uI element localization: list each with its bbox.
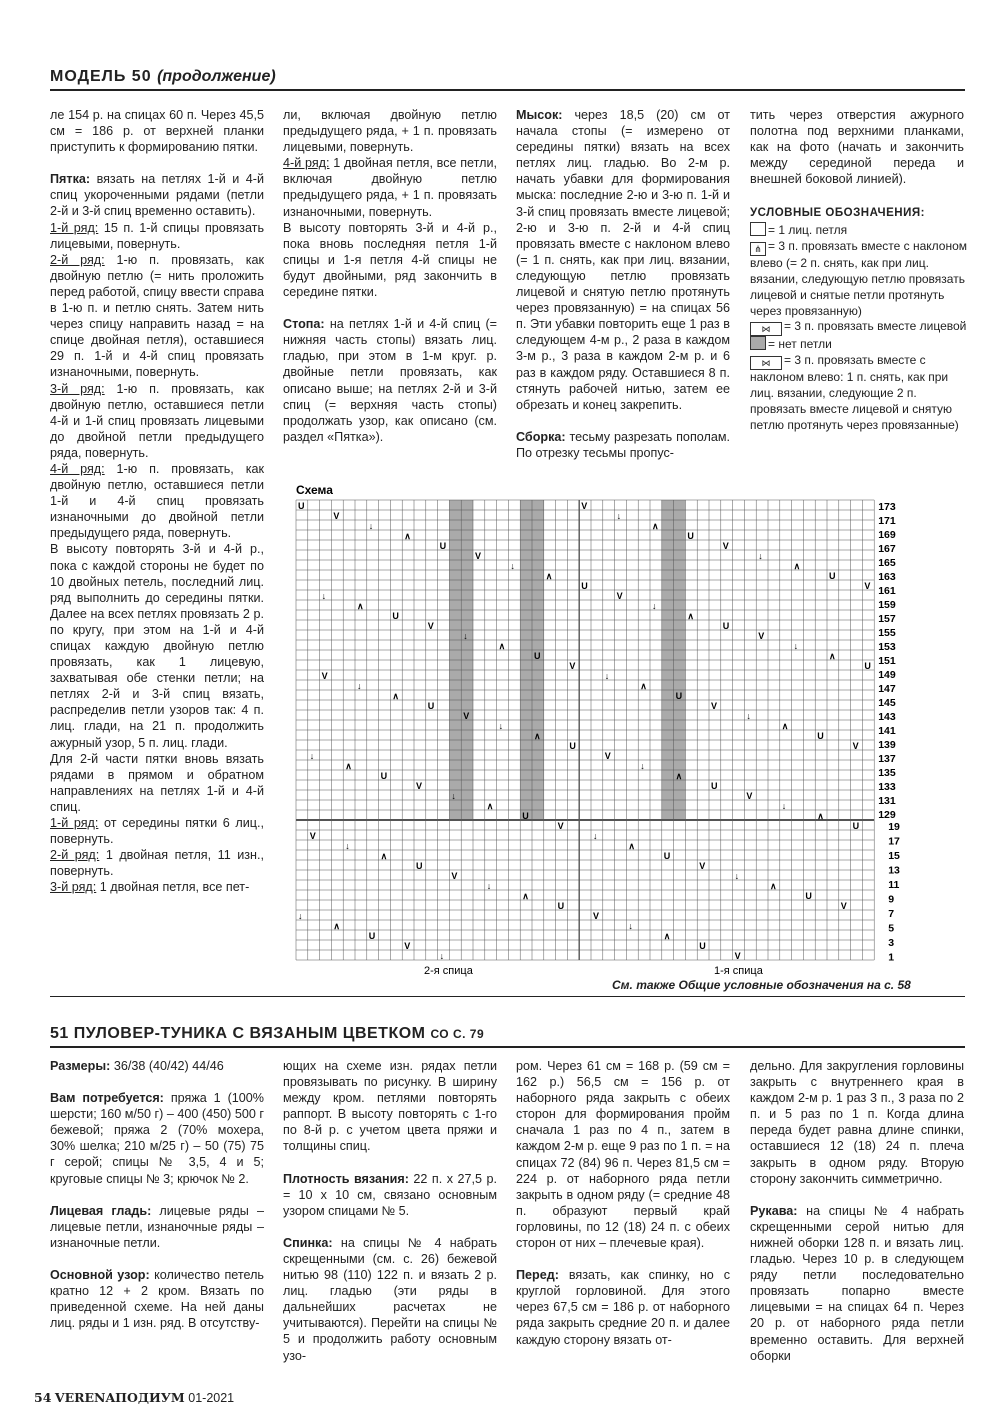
needle-1-label: 1-я спица [714,965,763,977]
row-number: 11 [888,879,900,891]
stitch-symbol: U [675,691,683,701]
row-number: 157 [878,613,896,625]
stitch-symbol: U [864,661,871,671]
column-1: ле 154 р. на спицах 60 п. Через 45,5 см = 186 р. от верхней планки приступить к формированию пятки. Пятка: вязать на петлях 1-й и 4-й спиц укороченными рядами (петли 2-й и 3-й спиц временно оставить). 1-й ряд: 15 п. 1-й спицы провязать лицевыми, повернуть. 2-й ряд: 1-ю п. провязать, как двойную петлю (= нить проложить перед работой, спицу ввести справа в 1-ю п. и петлю снять. Затем нить через спицу направить назад = на спице двойная петля), оставшиеся 29 п. 1-й и 4-й спиц провязать изнаночными, повернуть. 3-й ряд: 1-ю п. провязать, как двойную петлю, оставшиеся петли 4-й и 1-й спиц провязать лицевыми до двойной петли предыдущего ряда, повернуть. 4-й ряд: 1-ю п. провязать, как двойную петлю, оставшиеся петли 1-й и 4-й спиц провязать изнаночными до двойной петли предыдущего ряда, повернуть. В высоту повторять 3-й и 4-й р., пока с каждой стороны не будет по 10 двойных петель, последний лиц. ряд выполнить до середины пятки. Далее на всех петлях провязать 2 р. по кругу, при этом на 1-й и 4-й спицах каждую двойную петлю провязать, как 1 лицевую, захватывая обе стенки петли; на петлях 2-й и 3-й спиц вязать, распределив петли узоров так: 4 п. лиц. глади, на 21 п. продолжить ажурный узор, 5 п. лиц. глади. Для 2-й части пятки вновь вязать рядами в прямом и обратном направлениях на петлях 1-й и 4-й спиц. 1-й ряд: от середины пятки 6 лиц., повернуть. 2-й ряд: 1 двойная петля, 11 изн., повернуть. 3-й ряд: 1 двойная петля, все пет- [50,108,265,895]
stitch-symbol: ∧ [817,811,824,821]
stitch-symbol: V [321,671,328,681]
stitch-symbol: ↓ [510,561,515,571]
stitch-symbol: ∧ [333,921,340,931]
row-number: 137 [878,753,896,765]
stitch-symbol: V [569,661,576,671]
stitch-symbol: U [427,701,435,711]
stitch-symbol: ↓ [486,881,492,891]
stitch-symbol: ∧ [486,801,494,811]
chart-note: См. также Общие условные обозначения на с. 58 [612,978,911,992]
row-number: 153 [878,641,896,653]
stitch-symbol: ↓ [463,631,468,641]
stitch-symbol: V [593,911,600,921]
column-2: ли, включая двойную петлю предыдущего ряда, + 1 п. провязать лицевыми, повернуть. 4-й ряд: 1 двойная петля, все петли, включая двойную петлю предыдущего ряда, + 1 п. провязать изнаночными, повернуть. В высоту повторять 3-й и 4-й р., пока вновь последняя петля 1-й спицы и 1-я петля 4-й спицы не будут двойными, ряд закончить в середине пятки. Стопа: на петлях 1-й и 4-й спиц (= нижняя часть стопы) вязать лиц. гладью, при этом в 1-м круг. р. двойные петли провязать, как описано выше; на петлях 2-й и 3-й спиц (= верхняя часть стопы) продолжать узор, как описано (см. раздел «Пятка»). [283,108,498,444]
stitch-symbol: ∧ [675,771,683,781]
row-number: 19 [888,821,900,833]
stitch-symbol: ↓ [593,831,598,841]
stitch-symbol: ↓ [781,801,787,811]
row-number: 149 [878,669,896,681]
row-number: 15 [888,850,900,862]
stitch-symbol: U [380,771,388,781]
stitch-symbol: V [699,861,706,871]
stitch-symbol: ∧ [392,691,399,701]
stitch-symbol: U [416,861,423,871]
stitch-symbol: V [711,701,718,711]
row-number: 9 [888,893,895,906]
column-4: тить через отверстия ажурного полотна под верхними планками, как на фото (начать и закончить между серединой переда и внешней боковой линией). [750,108,964,187]
row-number: 159 [878,599,896,611]
column-3: Мысок: через 18,5 (20) см от начала стопы (= измерено от середины пятки) вязать на всех петлях лиц. гладью. Во 2-м р. начать убавки для формирования мыска: последние 2-ю и 3-ю п. 1-й и 3-й спиц провязать вместе лицевой; 2-ю и 3-ю п. 2-й и 4-й спиц провязать вместе с наклоном влево (= 1 п. снять, как при лиц. вязании, следующую петлю провязать лицевой и снятую петлю протянуть через провязанную) = на спицах 56 п. Эти убавки повторить еще 1 раз в следующем 4-м р., 2 раза в каждом 3-м р., 3 раза в каждом 2-м р. и 6 раз в каждом ряду. Оставшиеся 8 п. стянуть рабочей нитью, затем ее обрезать и конец закрепить. Сборка: тесьму разрезать пополам. По отрезку тесьмы пропус- [516,108,730,460]
stitch-symbol: V [475,551,482,561]
row-number: 173 [878,501,896,513]
stitch-symbol: V [746,791,753,801]
model-header: МОДЕЛЬ 50 (продолжение) [50,68,276,85]
stitch-symbol: V [840,901,847,911]
row-number: 139 [878,739,896,751]
stitch-symbol: ↓ [758,551,763,561]
stitch-symbol: ↓ [498,721,504,731]
stitch-symbol: ↓ [309,751,315,761]
stitch-symbol: V [333,511,340,521]
knit-3-together-icon: ⋈ [750,322,782,336]
no-stitch-icon [750,336,766,350]
section-rule [50,996,965,997]
stitch-symbol: V [309,831,316,841]
stitch-symbol: V [416,781,423,791]
stitch-symbol: V [864,581,871,591]
row-number: 147 [878,683,896,695]
stitch-symbol: U [663,851,671,861]
stitch-symbol: U [722,621,730,631]
stitch-symbol: ↓ [368,521,374,531]
row-number: 145 [878,697,896,709]
stitch-symbol: ∧ [793,561,801,571]
stitch-symbol: U [298,501,305,511]
row-number: 143 [878,711,896,723]
stitch-symbol: U [805,891,812,901]
section-51-title: 51 ПУЛОВЕР-ТУНИКА С ВЯЗАНЫМ ЦВЕТКОМ СО С. 79 [50,1025,485,1042]
stitch-symbol: ∧ [663,931,671,941]
stitch-symbol: ↓ [640,761,645,771]
stitch-symbol: ↓ [357,681,362,691]
row-number: 3 [888,937,895,949]
stitch-symbol: ∧ [770,881,777,891]
row-number: 165 [878,557,896,569]
chart-grid [296,500,874,961]
stitch-symbol: V [463,711,470,721]
section2-rule [50,1046,965,1048]
row-numbers [878,501,900,964]
stitch-symbol: V [722,541,729,551]
row-number: 167 [878,543,896,555]
row-number: 135 [878,767,896,779]
stitch-symbol: ∧ [380,851,388,861]
stitch-symbol: ↓ [652,601,657,611]
stitch-symbol: ∧ [652,521,659,531]
s2-column-4: дельно. Для закругления горловины закрыть с внутреннего края в каждом 2-м р. 1 раз 3 п., 3 раза по 2 п. и 5 раз по 1 п. Когда длина переда будет равна длине спинки, оставшиеся 12 (18) 24 п. плеча закрыть в одном ряду. Вторую сторону закончить симметрично. Рукава: на спицы № 4 набрать скрещенными серой нитью для нижней оборки 128 п. и вязать лиц. гладью. Через 10 р. в следующем ряду петли последовательно провязать попарно вместе лицевыми = на спицах 64 п. Через 20 р. от наборного ряда петли временно оставить. Для верхней оборки [750,1059,965,1363]
stitch-symbol: U [557,901,565,911]
stitch-symbol: U [368,931,376,941]
row-number: 169 [878,529,896,541]
stitch-symbol: V [616,591,623,601]
stitch-symbol: U [439,541,447,551]
stitch-symbol: ↓ [616,511,622,521]
row-number: 141 [878,725,896,737]
stitch-symbol: ∧ [640,681,647,691]
footer: 54 VERENAПОДИУМ 01-2021 [34,1390,235,1405]
stitch-symbol: ↓ [628,921,633,931]
stitch-symbol: ∧ [781,721,789,731]
row-number: 1 [888,951,895,964]
s2-column-3: ром. Через 61 см = 168 р. (59 см = 162 р.) 56,5 см = 156 р. от наборного ряда закрыть с обеих сторон для формирования пройм сначала 1 раз по 4 п., затем в каждом 2-м р. еще 9 раз по 1 п. = на спицах 72 (84) 96 п. Через 81,5 см = 224 р. от наборного ряда петли закрыть в одном ряду (= средние 48 п. образуют первый край горловины, по 12 (18) 24 п. с обеих сторон от них – плечевые края). Перед: вязать, как спинку, но с круглой горловиной. Для этого через 67,5 см = 186 р. от наборного ряда закрыть средние 20 п. и далее каждую сторону вязать от- [516,1059,731,1347]
row-number: 17 [888,835,900,848]
s2-column-2: ющих на схеме изн. рядах петли провязывать по рисунку. В ширину между кром. петлями повторять раппорт. В высоту повторять с 1-го по 8-й р. с учетом цвета пряжи и толщины спиц. Плотность вязания: 22 п. х 27,5 р. = 10 х 10 см, связано основным узором спицами № 5. Спинка: на спицы № 4 набрать скрещенными (см. с. 26) бежевой нитью 98 (110) 122 п. и вязать 2 р. лиц. гладью (эти ряды в дальнейших расчетах не учитываются). Перейти на спицы № 5 и продолжить работу основным узо- [283,1059,498,1363]
stitch-symbol: ↓ [604,671,610,681]
stitch-symbol: ∧ [534,731,541,741]
stitch-symbol: ∧ [628,841,635,851]
row-number: 13 [888,864,900,877]
row-number: 7 [888,908,895,920]
stitch-symbol: V [557,821,564,831]
stitch-symbol: V [758,631,765,641]
stitch-symbol: U [569,741,576,751]
s2-column-1: Размеры: 36/38 (40/42) 44/46 Вам потребуется: пряжа 1 (100% шерсти; 160 м/50 г) – 400 (450) 500 г бежевой; пряжа 2 (70% мохера, 30% шелка; 210 м/25 г) – 50 (75) 75 г серой; спицы № 3,5, 4 и 5; круговые спицы № 3; крючок № 2. Лицевая гладь: лицевые ряды – лицевые петли, изнаночные ряды – изнаночные петли. Основной узор: количество петель кратно 12 + 2 кром. Вязать по приведенной схеме. На ней даны лиц. ряды и 1 изн. ряд. В отсутству- [50,1059,265,1331]
stitch-symbol: U [522,811,529,821]
stitch-symbol: ∧ [498,641,506,651]
stitch-symbol: ↓ [746,711,751,721]
stitch-symbol: U [711,781,718,791]
stitch-symbol: ↓ [298,911,303,921]
row-number: 171 [878,515,896,527]
stitch-symbol: U [687,531,694,541]
chart-title: Схема [296,483,333,497]
stitch-symbol: V [581,501,588,511]
stitch-symbol: U [829,571,836,581]
stitch-symbol: V [404,941,411,951]
stitch-symbol: ↓ [345,841,350,851]
left-decrease-3b-icon: ⋈ [750,356,782,370]
stitch-symbol: V [451,871,458,881]
stitch-symbol: ∧ [345,761,352,771]
header-rule [50,89,965,91]
stitch-symbol: ∧ [687,611,694,621]
stitch-symbol: U [392,611,399,621]
row-number: 129 [878,809,896,821]
stitch-symbol: V [604,751,611,761]
stitch-symbol: V [734,951,741,961]
row-number: 131 [878,795,896,807]
stitch-symbol: V [852,741,859,751]
knit-stitch-icon [750,222,766,236]
row-number: 133 [878,781,896,793]
row-number: 5 [888,922,895,935]
row-number: 155 [878,627,896,639]
row-number: 163 [878,571,896,583]
left-decrease-3-icon: ⋔ [750,242,766,256]
stitch-symbol: ↓ [793,641,799,651]
stitch-symbol: U [534,651,541,661]
stitch-symbol: V [427,621,434,631]
stitch-symbol: ↓ [451,791,456,801]
stitch-symbol: ↓ [734,871,740,881]
stitch-symbol: U [581,581,588,591]
stitch-symbol: ∧ [522,891,529,901]
row-number: 151 [878,655,896,667]
stitch-symbol: ∧ [404,531,411,541]
legend: УСЛОВНЫЕ ОБОЗНАЧЕНИЯ: = 1 лиц. петля ⋔ = 3 п. провязать вместе с наклоном влево (= 2 п. снять, как при лиц. вязании, следующую петлю провязать лицевой и снятые петли протянуть через провязанную) ⋈ = 3 п. провязать вместе лицевой = нет петли ⋈ = 3 п. провязать вместе с наклоном влево: 1 п. снять, как при лиц. вязании, следующие 2 п. провязать вместе лицевой и снятую петлю протянуть через провязанные) [750,207,968,433]
stitch-symbol: ∧ [357,601,364,611]
row-number: 161 [878,585,896,597]
stitch-symbol: ∧ [829,651,836,661]
stitch-symbol: ↓ [321,591,327,601]
stitch-symbol: ↓ [439,951,445,961]
knitting-chart [294,483,934,978]
stitch-symbol: U [852,821,860,831]
stitch-symbol: U [817,731,824,741]
stitch-symbol: U [699,941,706,951]
needle-2-label: 2-я спица [424,965,473,977]
stitch-symbol: ∧ [545,571,553,581]
